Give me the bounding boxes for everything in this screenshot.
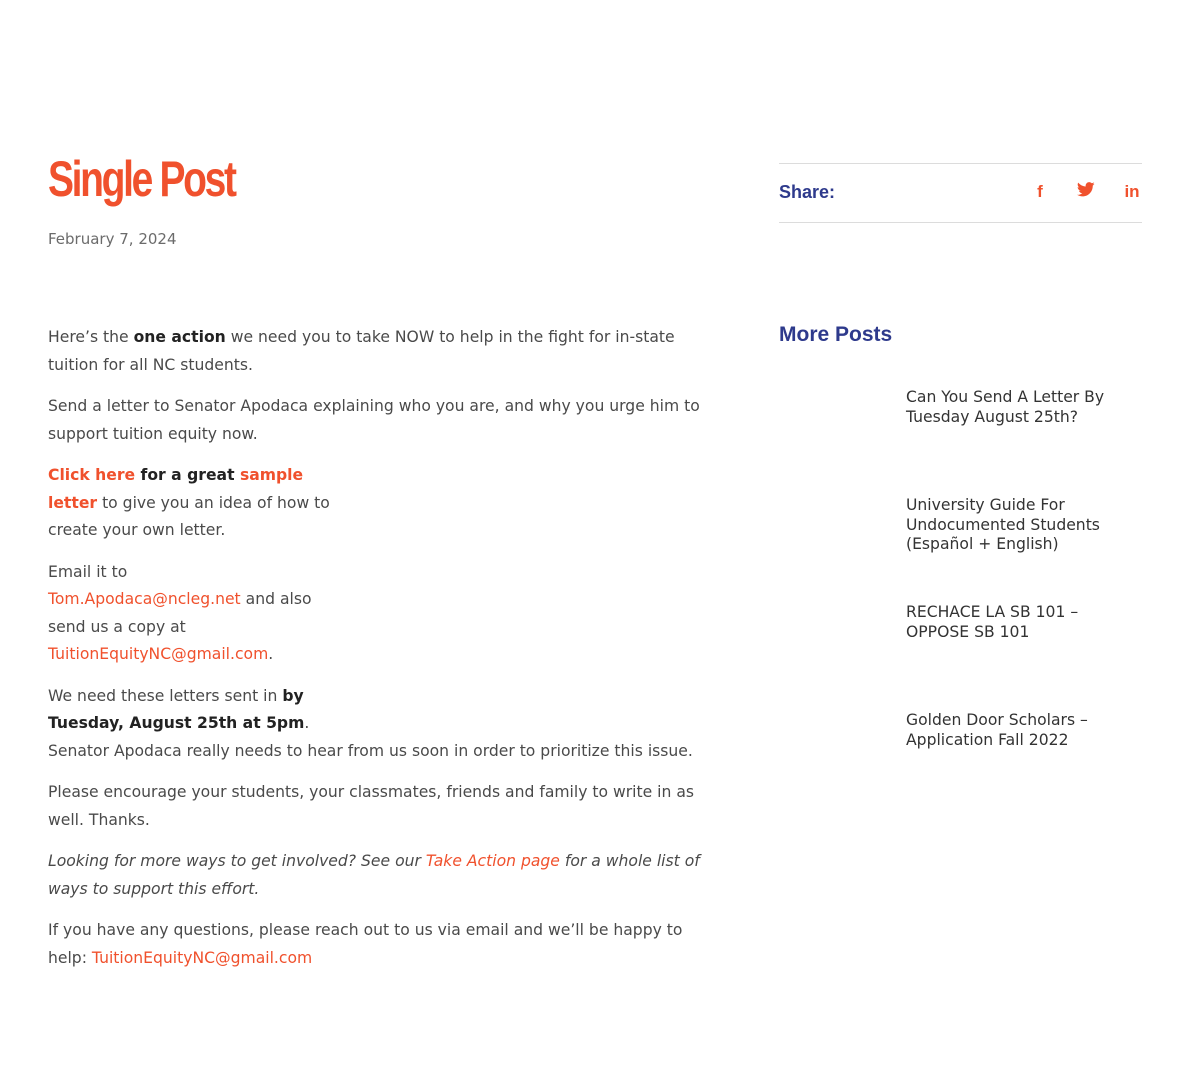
paragraph-email: Email it to Tom.Apodaca@ncleg.net and also send us a copy at TuitionEquityNC@gmail.com.: [48, 562, 312, 663]
twitter-bird-svg: [1077, 182, 1095, 197]
paragraph-deadline: We need these letters sent in by Tuesday, August 25th at 5pm. Senator Apodaca really needs to hear from us soon in order to prioritize this issue.: [48, 686, 693, 760]
facebook-icon[interactable]: f: [1037, 182, 1043, 201]
take-action-link[interactable]: Take Action page: [425, 852, 560, 870]
email-apodaca-link[interactable]: Tom.Apodaca@ncleg.net: [48, 590, 241, 608]
linkedin-icon[interactable]: in: [1124, 182, 1140, 201]
paragraph-more-ways: Looking for more ways to get involved? See our Take Action page for a whole list of ways to support this effort.: [48, 852, 700, 898]
paragraph-intro: Here’s the one action we need you to take NOW to help in the fight for in-state tuition for all NC students.: [48, 328, 675, 374]
paragraph-questions: If you have any questions, please reach out to us via email and we’ll be happy to help: TuitionEquityNC@gmail.com: [48, 921, 683, 967]
page-title: Single Post: [48, 151, 235, 207]
share-label: Share:: [779, 182, 836, 202]
more-post-link[interactable]: Can You Send A Letter By Tuesday August 25th?: [906, 388, 1105, 426]
paragraph-encourage: Please encourage your students, your classmates, friends and family to write in as well. Thanks.: [48, 783, 695, 829]
email-help-link[interactable]: TuitionEquityNC@gmail.com: [91, 948, 313, 967]
more-post-link[interactable]: RECHACE LA SB 101 – OPPOSE SB 101: [906, 603, 1079, 641]
more-post-link[interactable]: University Guide For Undocumented Students (Español + English): [906, 496, 1100, 553]
twitter-icon[interactable]: [1076, 182, 1096, 202]
share-bar: [779, 163, 1142, 223]
sample-letter-link[interactable]: sample letter: [48, 466, 304, 512]
paragraph-send-letter: Send a letter to Senator Apodaca explaining who you are, and why you urge him to support tuition equity now.: [48, 397, 700, 443]
paragraph-sample-letter: Click here for a great sample letter to give you an idea of how to create your own letter.: [48, 466, 330, 539]
more-post-link[interactable]: Golden Door Scholars – Application Fall 2022: [906, 711, 1088, 749]
post-date: February 7, 2024: [48, 230, 177, 248]
article-body: [48, 324, 713, 986]
more-posts-title: More Posts: [779, 323, 893, 346]
click-here-link[interactable]: Click here: [48, 466, 136, 484]
share-icons: [1030, 182, 1142, 202]
email-tuitionequity-link[interactable]: TuitionEquityNC@gmail.com: [48, 645, 269, 663]
